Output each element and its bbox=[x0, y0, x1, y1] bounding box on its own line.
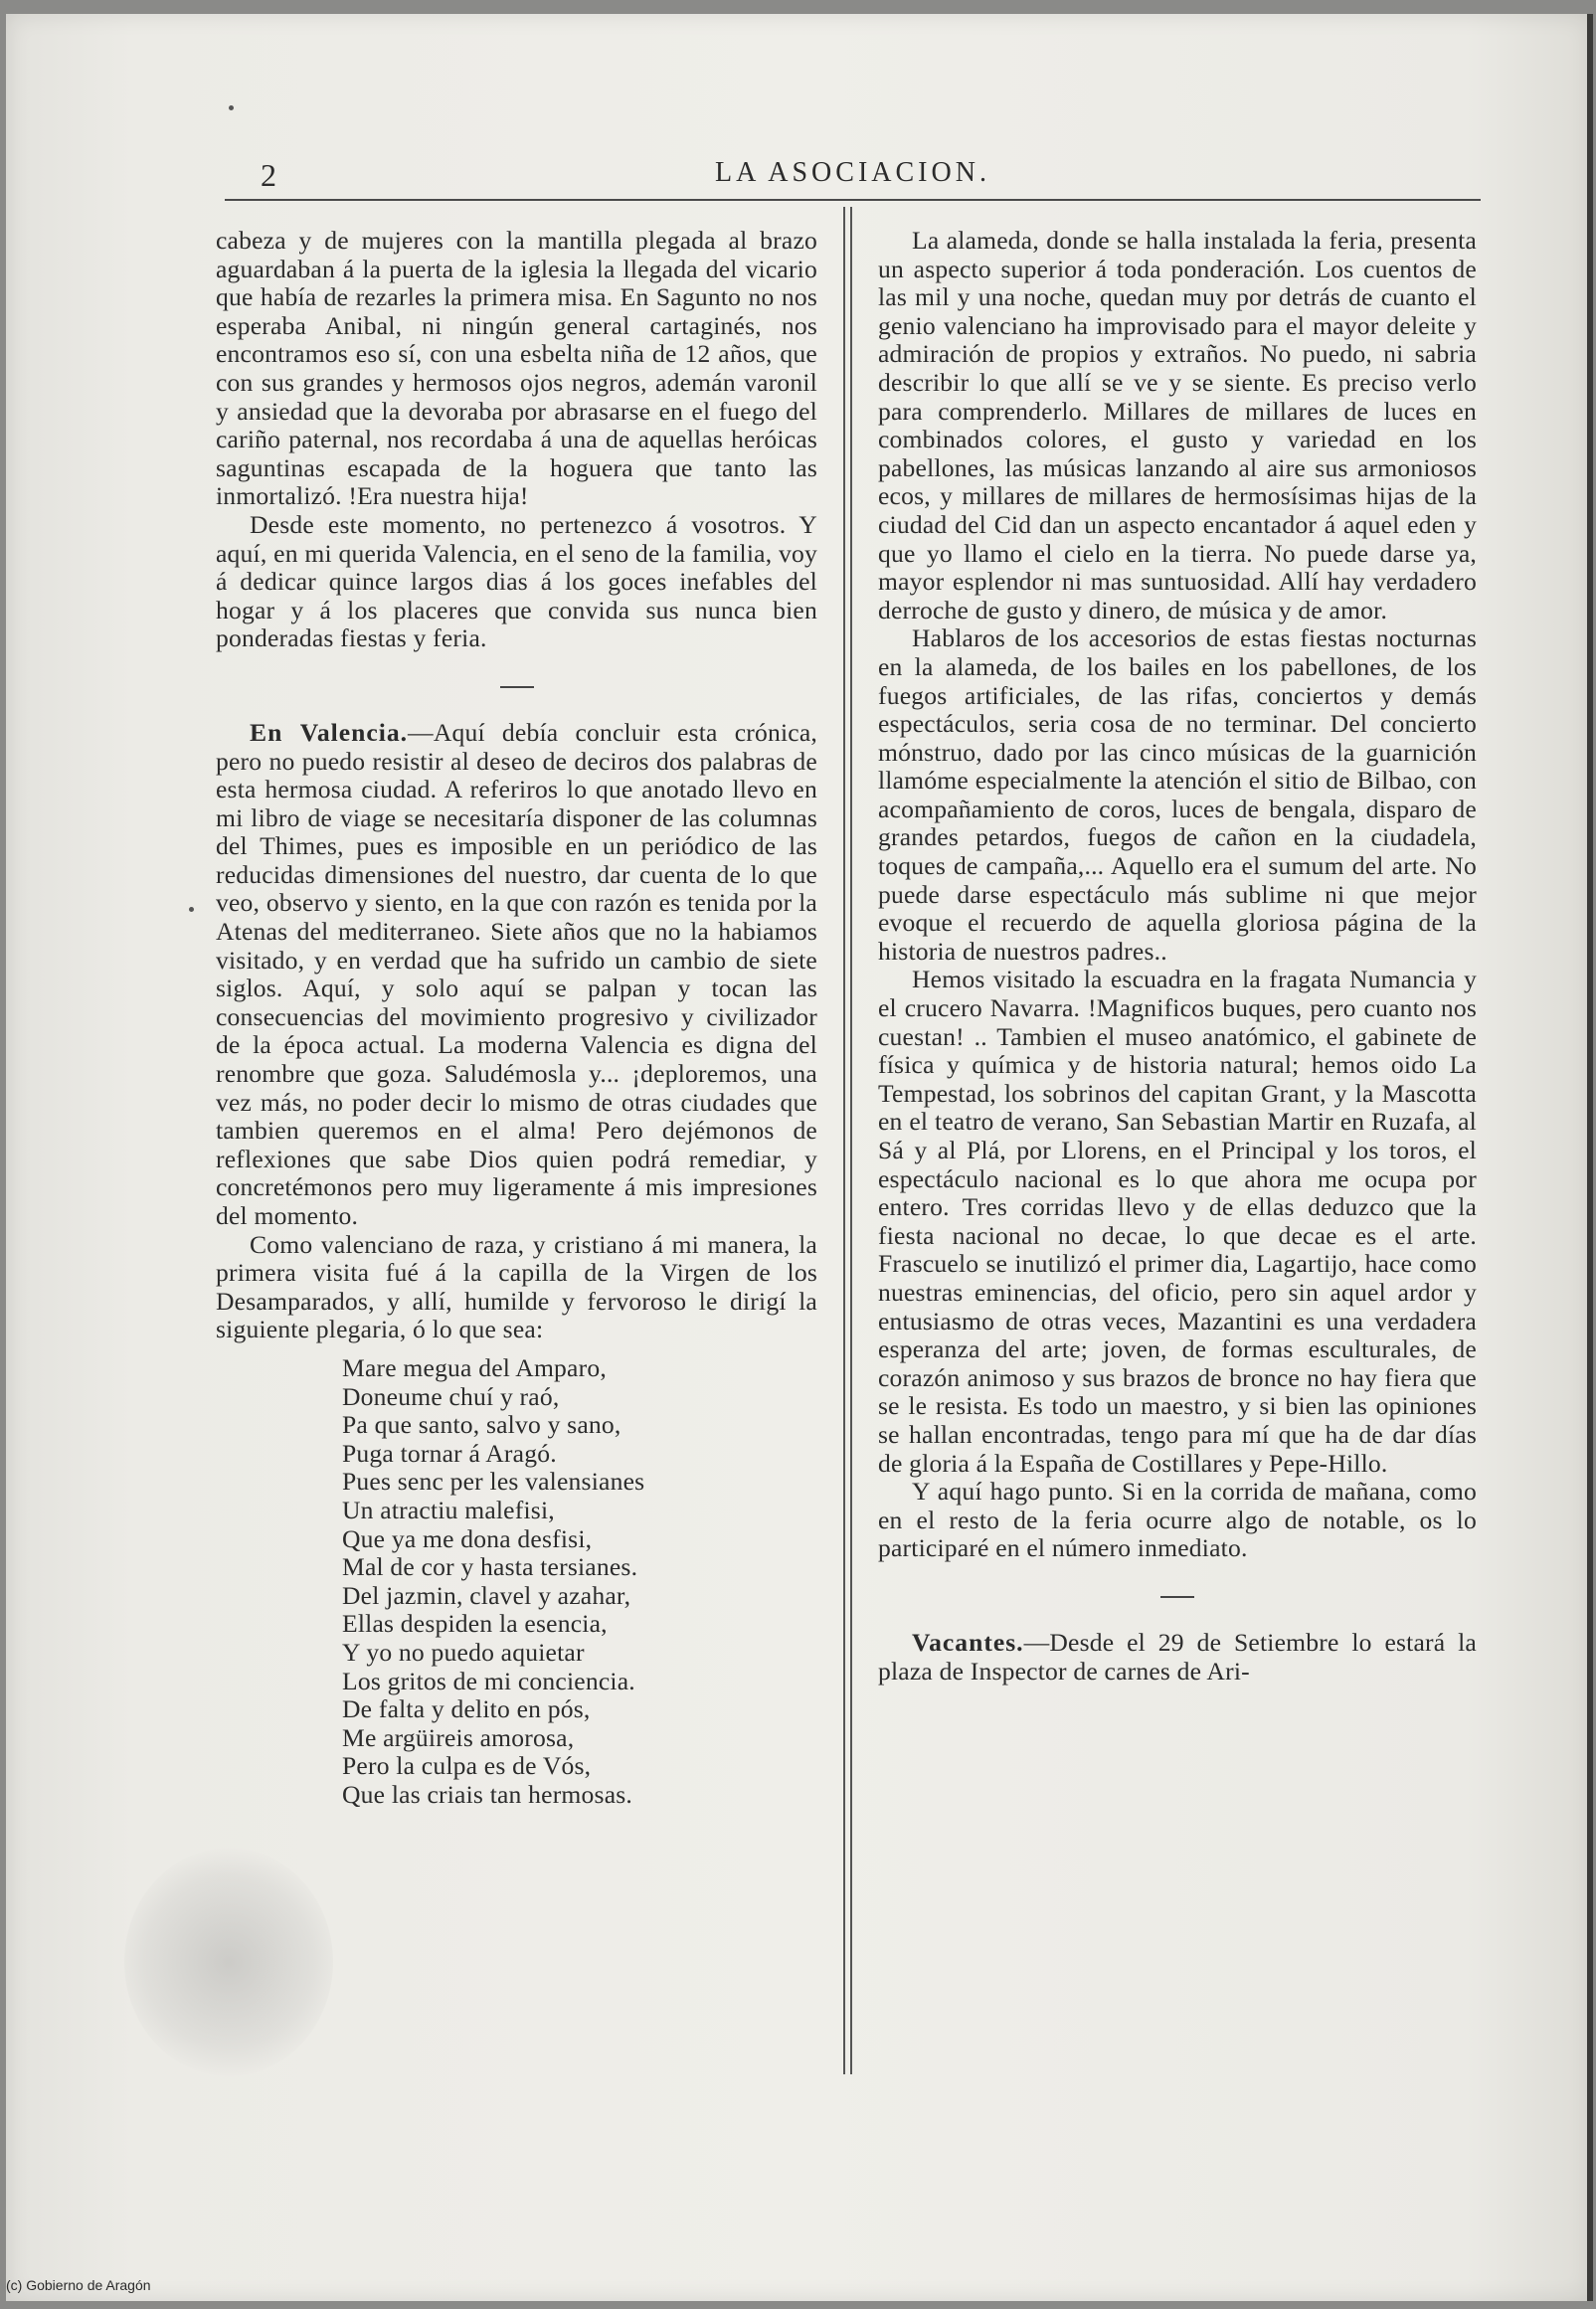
paragraph: Desde este momento, no pertenezco á vosotros. Y aquí, en mi querida Valencia, en el seno de la familia, voy á dedicar quince largos dias á los goces inefables del hogar y á los placeres que convida sus nunca bien ponderadas fiestas y feria. bbox=[216, 509, 817, 653]
verse-line: Mare megua del Amparo, bbox=[342, 1352, 607, 1382]
paragraph: Hemos visitado la escuadra en la fragata Numancia y el crucero Navarra. !Magnificos buques, pero cuanto nos cuestan! .. Tambien el museo anatómico, el gabinete de física y química y de historia natural; hemos oido La Tempestad, los sobrinos del capitan Grant, y la Mascotta en el teatro de verano, San Sebastian Martir en Ruzafa, al Sá y al Plá, por Llorens, en el Principal y los toros, el espectáculo nacional es lo que ahora me ocupa por entero. Tres corridas llevo y de ellas deduzco que la fiesta nacional no decae, lo que decae es el arte. Frascuelo se inutilizó el primer dia, Lagartijo, hace como nuestras eminencias, del oficio, pero sin aquel ardor y entusiasmo de otras veces, Mazantini es una verdadera esperanza del arte; joven, de formas esculturales, de corazón animoso y sus brazos de bronce no hay fiera que se le resista. Es todo un maestro, y si bien las opiniones se hallan encontradas, tengo para mí que ha de dar días de gloria á la España de Costillares y Pepe-Hillo. bbox=[878, 965, 1477, 1478]
right-column bbox=[878, 227, 1477, 1686]
verse-line: Pues senc per les valensianes bbox=[342, 1467, 645, 1497]
verse-line: Del jazmin, clavel y azahar, bbox=[342, 1580, 631, 1610]
verse-line: Un atractiu malefisi, bbox=[342, 1495, 555, 1524]
copyright-credit: (c) Gobierno de Aragón bbox=[6, 2277, 151, 2293]
masthead-title: LA ASOCIACION. bbox=[715, 157, 990, 188]
section-paragraph bbox=[216, 719, 817, 1231]
library-stamp-mark bbox=[124, 1848, 333, 2076]
section-separator bbox=[216, 671, 817, 699]
paragraph: Como valenciano de raza, y cristiano á mi manera, la primera visita fué á la capilla de la Virgen de los Desamparados, y allí, humilde y fervoroso le dirigí la siguiente plegaria, ó lo que sea: bbox=[216, 1229, 817, 1344]
verse-line: Doneume chuí y raó, bbox=[342, 1381, 560, 1411]
section-heading: En Valencia. bbox=[250, 717, 409, 747]
verse-line: Me argüireis amorosa, bbox=[342, 1722, 575, 1752]
ink-speck bbox=[229, 105, 234, 110]
page-header bbox=[225, 157, 1481, 197]
verse-line: Los gritos de mi conciencia. bbox=[342, 1666, 635, 1695]
paragraph: Hablaros de los accesorios de estas fiestas nocturnas en la alameda, de los bailes en los pabellones, de los fuegos artificiales, de las rifas, conciertos y demás espectáculos, seria cosa de no terminar. Del concierto mónstruo, dado por las cinco músicas de la guarnición llamóme especialmente la atención el sitio de Bilbao, con acompañamiento de coros, luces de bengala, disparo de grandes petardos, fuegos de cañon en la ciudadela, toques de campaña,... Aquello era el sumum del arte. No puede darse espectáculo más sublime ni que mejor evoque el recuerdo de aquella gloriosa página de la historia de nuestros padres.. bbox=[878, 623, 1477, 966]
paragraph: cabeza y de mujeres con la mantilla plegada al brazo aguardaban á la puerta de la iglesia la llegada del vicario que había de rezarles la primera misa. En Sagunto no nos esperaba Anibal, ni ningún general cartaginés, nos encontramos eso sí, con una esbelta niña de 12 años, que con sus grandes y hermosos ojos negros, ademán varonil y ansiedad que la devoraba por abrasarse en el fuego del cariño paternal, nos recordaba á una de aquellas heróicas saguntinas escapada de la hoguera que tanto las inmortalizó. !Era nuestra hija! bbox=[216, 226, 817, 511]
header-rule bbox=[225, 199, 1481, 201]
paragraph-text: —Aquí debía concluir esta crónica, pero no puedo resistir al deseo de deciros dos palabras de esta hermosa ciudad. A referiros lo que anotado llevo en mi libro de viage se necesitaría disponer de las columnas del Thimes, pues es imposible en un periódico de las reducidas dimensiones del nuestro, dar cuenta de lo que veo, observo y siento, en la que con razón es tenida por la Atenas del mediterraneo. Siete años que no la habiamos visitado, y en verdad que ha sufrido un cambio de siete siglos. Aquí, y solo aquí se palpan y tocan las consecuencias del movimiento progresivo y civilizador de la época actual. La moderna Valencia es digna del renombre que goza. Saludémosla y... ¡deploremos, una vez más, no poder decir lo mismo de otras ciudades que tambien queremos en el alma! Pero dejémonos de reflexiones que sabe Dios quien podrá remediar, y concretémonos pero muy ligeramente á mis impresiones del momento. bbox=[216, 717, 817, 1230]
verse-line: Y yo no puedo aquietar bbox=[342, 1637, 585, 1667]
verse-line: De falta y delito en pós, bbox=[342, 1694, 591, 1724]
section-heading: Vacantes. bbox=[912, 1627, 1024, 1657]
verse-line: Puga tornar á Aragó. bbox=[342, 1438, 557, 1468]
paragraph: Y aquí hago punto. Si en la corrida de mañana, como en el resto de la feria ocurre algo de notable, os lo participaré en el número inmediato. bbox=[878, 1477, 1477, 1563]
verse-line: Ellas despiden la esencia, bbox=[342, 1609, 608, 1639]
verse-block bbox=[342, 1354, 817, 1810]
verse-line: Pa que santo, salvo y sano, bbox=[342, 1410, 621, 1440]
verse-line: Mal de cor y hasta tersianes. bbox=[342, 1552, 638, 1582]
verse-line: Pero la culpa es de Vós, bbox=[342, 1751, 592, 1781]
paragraph: La alameda, donde se halla instalada la feria, presenta un aspecto superior á toda ponderación. Los cuentos de las mil y una noche, quedan muy por detrás de cuanto el genio valenciano ha improvisado para el mayor deleite y admiración de propios y extraños. No puedo, ni sabria describir lo que allí se ve y se siente. Es preciso verlo para comprenderlo. Millares de millares de luces en combinados colores, el gusto y variedad en los pabellones, las músicas lanzando al aire sus armoniosos ecos, y millares de millares de hermosísimas hijas de la ciudad del Cid dan un aspecto encantador á aquel eden y que yo llamo el cielo en la tierra. No puede darse ya, mayor esplendor ni mas suntuosidad. Allí hay verdadero derroche de gusto y dinero, de música y de amor. bbox=[878, 226, 1477, 624]
column-divider bbox=[843, 207, 852, 2074]
paragraph-text: —Desde el 29 de Setiembre lo estará la plaza de Inspector de carnes de Ari- bbox=[878, 1627, 1477, 1686]
verse-line: Que las criais tan hermosas. bbox=[342, 1779, 633, 1809]
left-column bbox=[216, 227, 817, 1809]
page-number: 2 bbox=[261, 157, 277, 193]
section-paragraph bbox=[878, 1629, 1477, 1686]
section-separator bbox=[878, 1581, 1477, 1609]
verse-line: Que ya me dona desfisi, bbox=[342, 1523, 593, 1553]
ink-speck bbox=[189, 907, 194, 912]
page-edge-shadow bbox=[1587, 14, 1593, 2301]
